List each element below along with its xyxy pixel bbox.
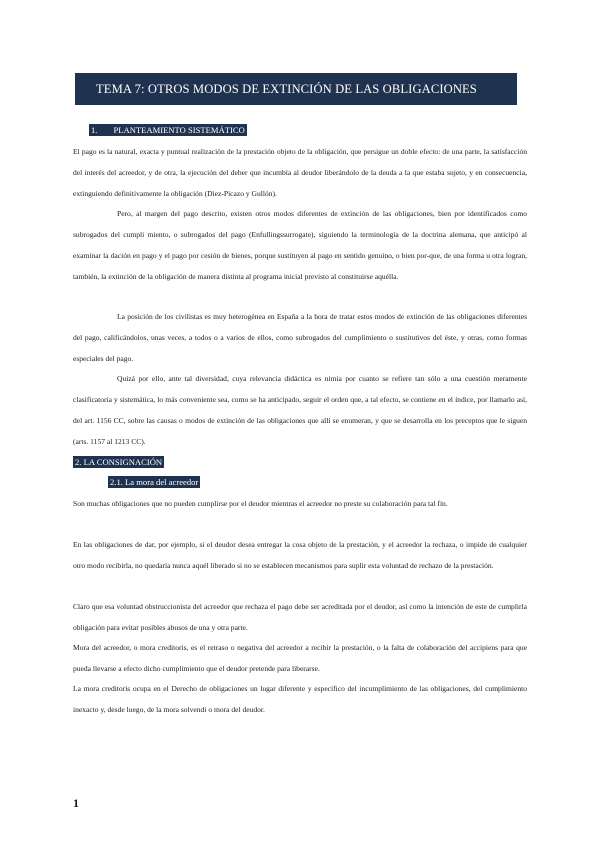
section-2-1-heading: 2.1. La mora del acreedor <box>110 477 199 487</box>
paragraph: Claro que esa voluntad obstruccionista del acreedor que rechaza el pago debe ser acreditada por el deudor, así como la intención de este de cumplirla obligación para evitar posibles abusos de una y otra parte. <box>73 602 527 632</box>
section-2-heading: 2. LA CONSIGNACIÓN <box>75 457 163 467</box>
page-title: TEMA 7: OTROS MODOS DE EXTINCIÓN DE LAS OBLIGACIONES <box>75 73 517 105</box>
section-1-title: PLANTEAMIENTO SISTEMÁTICO <box>113 125 245 135</box>
page-number: 1 <box>73 796 79 810</box>
paragraph: Son muchas obligaciones que no pueden cumplirse por el deudor mientras el acreedor no preste su colaboración para tal fin. <box>73 499 448 508</box>
paragraph: Mora del acreedor, o mora creditoris, es el retraso o negativa del acreedor a recibir la prestación, o la falta de colaboración del accipiens para que pueda llevarse a efecto dicho cumplimiento que el deudor pretende para liberarse. <box>73 643 527 673</box>
paragraph: Pero, al margen del pago descrito, existen otros modos diferentes de extinción de las obligaciones, bien por identificados como subrogados del cumpli miento, o subrogados del pago (Enfullingssurrogate), siguiendo la terminología de la doctrina alemana, que anticipó al examinar la dación en pago y el pago por cesión de bienes, porque sustituyen al pago en sentido genuino, o bien por-que, de una forma u otra logran, también, la extinción de la obligación de manera distinta al programa inicial previsto al constituirse aquélla. <box>73 209 527 281</box>
paragraph: En las obligaciones de dar, por ejemplo, si el deudor desea entregar la cosa objeto de la prestación, y el acreedor la rechaza, o impide de cualquier otro modo recibirla, no quedaría nunca aquél liberado si no se establecen mecanismos para suplir esta voluntad de rechazo de la prestación. <box>73 540 527 570</box>
paragraph: El pago es la natural, exacta y puntual realización de la prestación objeto de la obligación, que persigue un doble efecto: de una parte, la satisfacción del interés del acreedor, y de otra, la ejecución del deber que incumbía al deudor liberándolo de la deuda a la que estaba sujeto, y en consecuencia, extinguiendo definitivamente la obligación (Diez-Picazo y Gullón). <box>73 147 527 198</box>
paragraph: Quizá por ello, ante tal diversidad, cuya relevancia didáctica es nimia por cuanto se refiere tan sólo a una cuestión meramente clasificatoria y sistemática, lo más conveniente sea, como se ha anticipado, seguir el orden que, a tal efecto, se contiene en el índice, por llamarlo así, del art. 1156 CC, sobre las causas o modos de extinción de las obligaciones que allí se enumeran, y que se desarrolla en los preceptos que le siguen (arts. 1157 al 1213 CC). <box>73 374 527 446</box>
paragraph: La mora creditoris ocupa en el Derecho de obligaciones un lugar diferente y específico del incumplimiento de las obligaciones, del cumplimiento inexacto y, desde luego, de la mora solvendi o mora del deudor. <box>73 684 527 714</box>
section-1-heading <box>89 124 247 136</box>
section-1-number: 1. <box>91 125 98 135</box>
paragraph: La posición de los civilistas es muy heterogénea en España a la hora de tratar estos modos de extinción de las obligaciones diferentes del pago, calificándolos, unas veces, a todos o a varios de ellos, como subrogados del cumplimiento o sustitutivos del éste, y otras, como formas especiales del pago. <box>73 312 527 363</box>
